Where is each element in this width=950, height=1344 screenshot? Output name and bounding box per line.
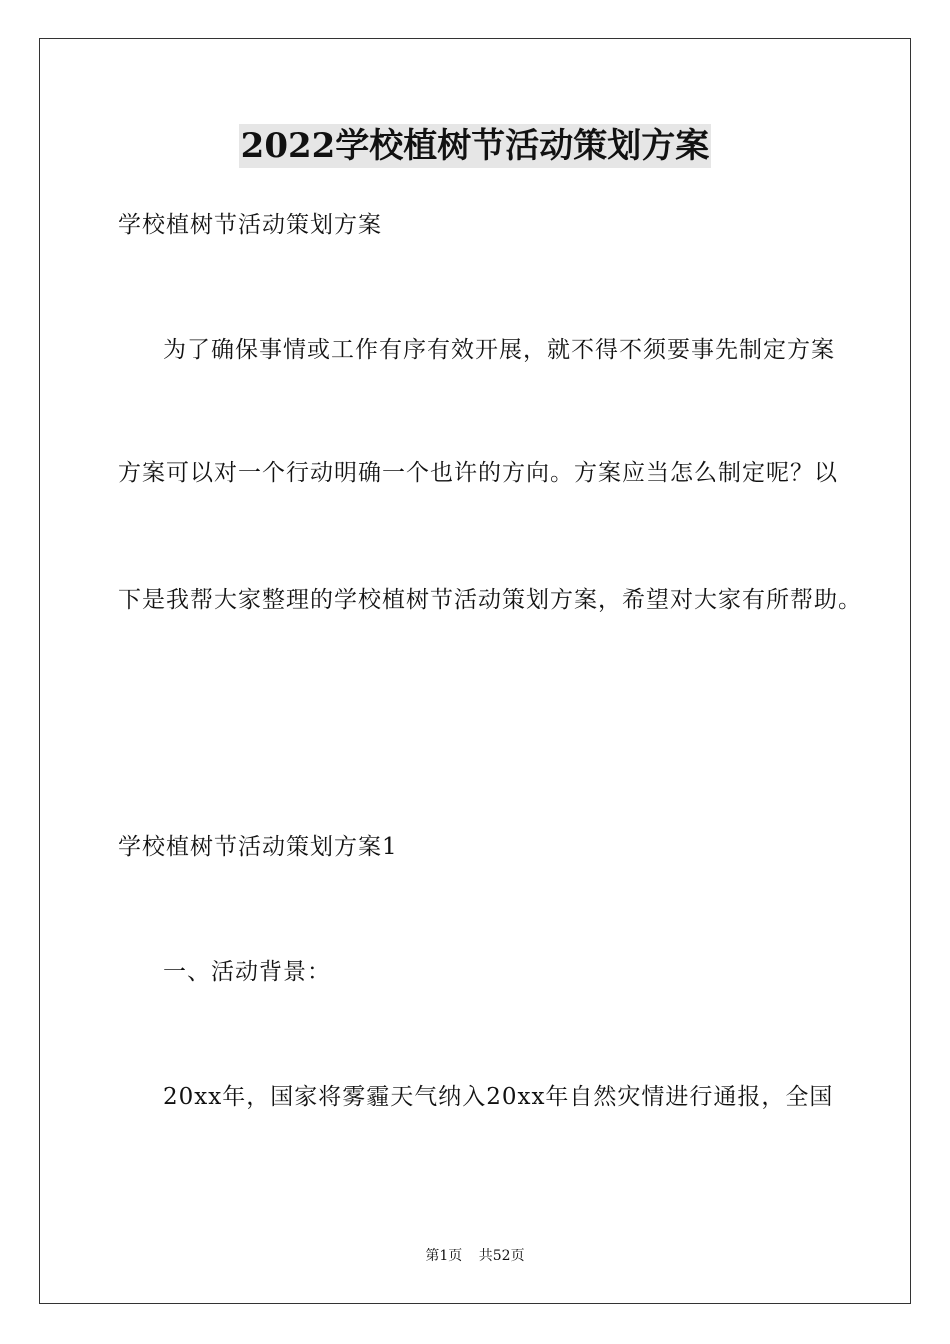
document-subtitle: 学校植树节活动策划方案 [118,212,382,238]
title-container [0,124,950,168]
document-title: 2022学校植树节活动策划方案 [240,126,710,166]
page-total: 共52页 [478,1248,525,1264]
page-number: 第1页 [425,1248,463,1264]
body-line: 20xx年，国家将雾霾天气纳入20xx年自然灾情进行通报，全国 [163,1084,834,1110]
section-heading: 一、活动背景： [163,959,331,985]
page-footer [0,1246,950,1266]
section-title: 学校植树节活动策划方案1 [118,834,398,860]
intro-line-3: 下是我帮大家整理的学校植树节活动策划方案，希望对大家有所帮助。 [118,587,862,613]
intro-line-1: 为了确保事情或工作有序有效开展，就不得不须要事先制定方案 [163,337,835,363]
intro-line-2: 方案可以对一个行动明确一个也许的方向。方案应当怎么制定呢？以 [118,460,838,486]
